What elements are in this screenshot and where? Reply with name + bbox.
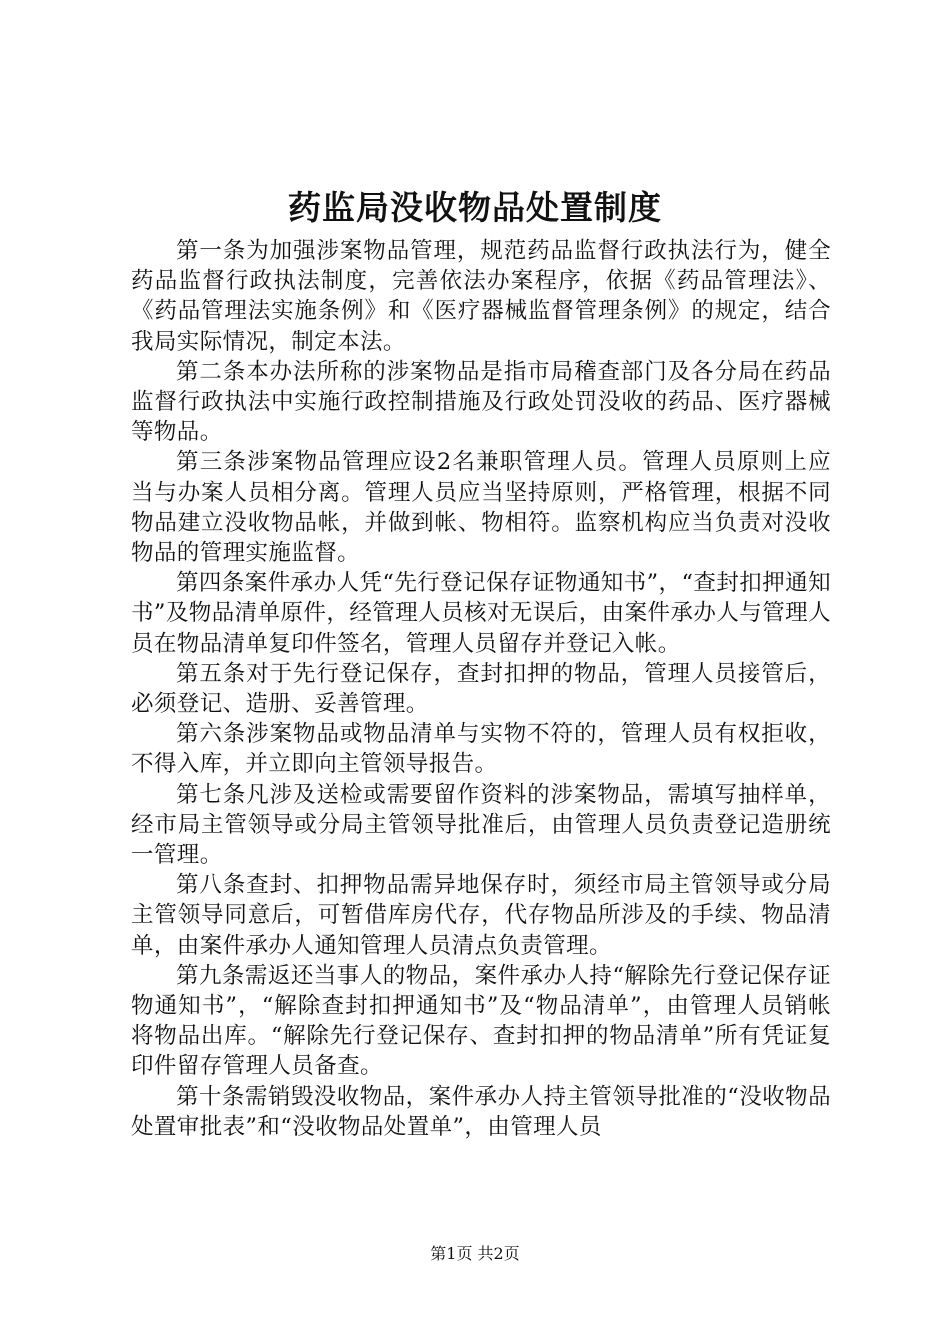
article-5: 第五条对于先行登记保存，查封扣押的物品，管理人员接管后，必须登记、造册、妥善管理。 <box>131 660 831 718</box>
article-1: 第一条为加强涉案物品管理，规范药品监督行政执法行为，健全药品监督行政执法制度，完善依法办案程序，依据《药品管理法》、《药品管理法实施条例》和《医疗器械监督管理条例》的规定，结合我局实际情况，制定本法。 <box>131 238 831 355</box>
article-7: 第七条凡涉及送检或需要留作资料的涉案物品，需填写抽样单，经市局主管领导或分局主管领导批准后，由管理人员负责登记造册统一管理。 <box>131 781 831 869</box>
article-8: 第八条查封、扣押物品需异地保存时，须经市局主管领导或分局主管领导同意后，可暂借库房代存，代存物品所涉及的手续、物品清单，由案件承办人通知管理人员清点负责管理。 <box>131 872 831 959</box>
article-6: 第六条涉案物品或物品清单与实物不符的，管理人员有权拒收，不得入库，并立即向主管领导报告。 <box>131 721 831 778</box>
document-body <box>131 236 831 1142</box>
article-4: 第四条案件承办人凭“先行登记保存证物通知书”，“查封扣押通知书”及物品清单原件，经管理人员核对无误后，由案件承办人与管理人员在物品清单复印件签名，管理人员留存并登记入帐。 <box>131 570 831 657</box>
document-title: 药监局没收物品处置制度 <box>288 188 662 227</box>
article-2: 第二条本办法所称的涉案物品是指市局稽查部门及各分局在药品监督行政执法中实施行政控制措施及行政处罚没收的药品、医疗器械等物品。 <box>131 358 831 446</box>
article-10: 第十条需销毁没收物品，案件承办人持主管领导批准的“没收物品处置审批表”和“没收物品处置单”，由管理人员 <box>131 1083 831 1140</box>
article-9: 第九条需返还当事人的物品，案件承办人持“解除先行登记保存证物通知书”，“解除查封扣押通知书”及“物品清单”，由管理人员销帐将物品出库。“解除先行登记保存、查封扣押的物品清单”所有凭证复印件留存管理人员备查。 <box>131 962 831 1080</box>
article-3: 第三条涉案物品管理应设2名兼职管理人员。管理人员原则上应当与办案人员相分离。管理人员应当坚持原则，严格管理，根据不同物品建立没收物品帐，并做到帐、物相符。监察机构应当负责对没收物品的管理实施监督。 <box>131 449 831 567</box>
page-number-footer: 第1页 共2页 <box>430 1244 520 1263</box>
